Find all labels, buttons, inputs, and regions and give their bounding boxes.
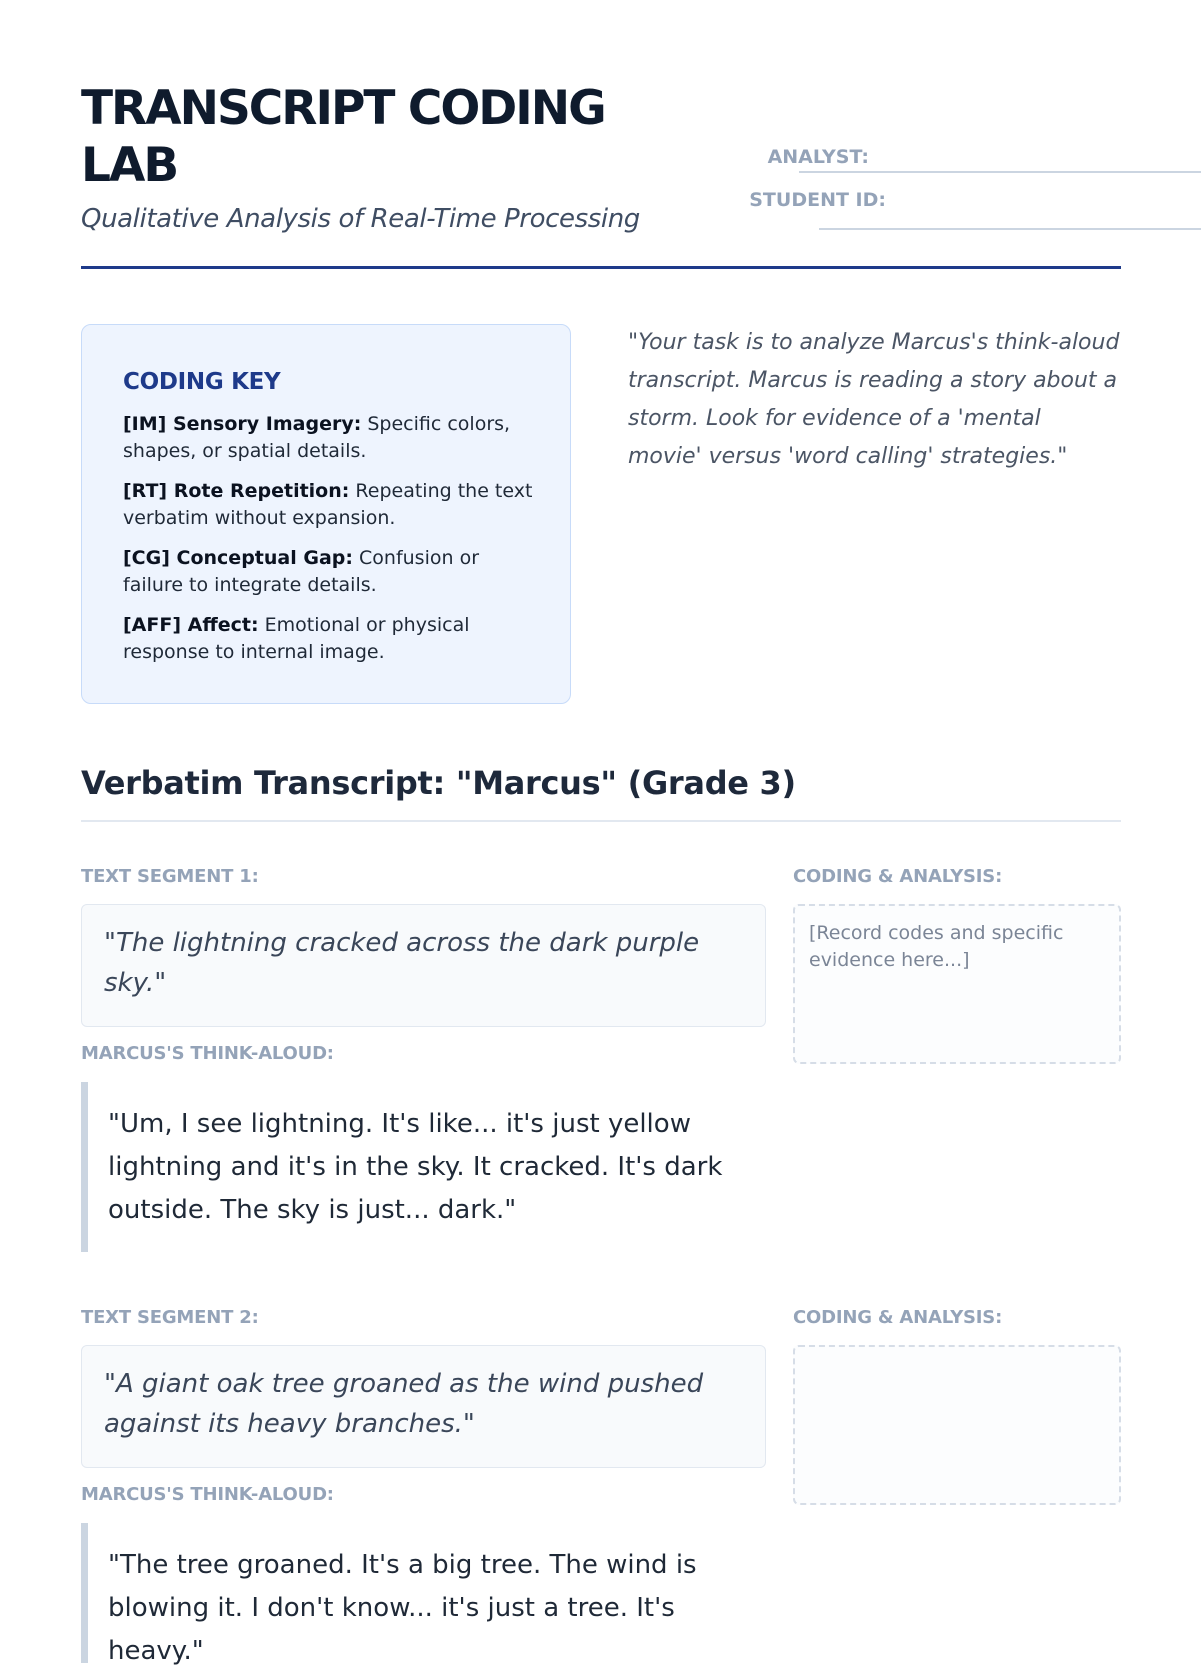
segment-2-think-aloud: "The tree groaned. It's a big tree. The wind is blowing it. I don't know... it's just a tree. It's heavy.": [81, 1523, 766, 1663]
analyst-field[interactable]: [799, 171, 1201, 173]
page-title: TRANSCRIPT CODING LAB: [81, 81, 605, 193]
segment-1-text: "The lightning cracked across the dark purple sky.": [81, 904, 766, 1027]
code-label: [AFF] Affect:: [123, 614, 259, 636]
header-divider: [81, 266, 1121, 269]
segment-1-think-aloud: "Um, I see lightning. It's like... it's just yellow lightning and it's in the sky. It cracked. It's dark outside. The sky is just... dark.": [81, 1082, 766, 1252]
code-description: Confusion or failure to integrate details.: [123, 547, 479, 596]
code-description: Emotional or physical response to internal image.: [123, 614, 470, 663]
code-label: [CG] Conceptual Gap:: [123, 547, 353, 569]
code-description: Specific colors, shapes, or spatial details.: [123, 413, 511, 462]
segment-2-text: "A giant oak tree groaned as the wind pushed against its heavy branches.": [81, 1345, 766, 1468]
page-subtitle: Qualitative Analysis of Real-Time Processing: [81, 204, 640, 234]
coding-key-title: CODING KEY: [123, 369, 281, 395]
coding-key-item-aff: [123, 612, 543, 666]
worksheet-page: [81, 0, 1121, 1666]
code-label: [IM] Sensory Imagery:: [123, 413, 362, 435]
analyst-label: ANALYST:: [767, 146, 869, 168]
segment-1-analysis-field[interactable]: [Record codes and specific evidence here...]: [793, 904, 1121, 1064]
segment-1-analysis-label: CODING & ANALYSIS:: [793, 866, 1003, 887]
segment-1-think-aloud-label: MARCUS'S THINK-ALOUD:: [81, 1043, 334, 1064]
coding-key-box: [81, 324, 571, 704]
segment-2-think-aloud-label: MARCUS'S THINK-ALOUD:: [81, 1484, 334, 1505]
code-description: Repeating the text verbatim without expansion.: [123, 480, 533, 529]
segment-2-analysis-label: CODING & ANALYSIS:: [793, 1307, 1003, 1328]
segment-2-analysis-field[interactable]: [793, 1345, 1121, 1505]
transcript-divider: [81, 820, 1121, 822]
student-id-label: STUDENT ID:: [749, 189, 886, 211]
coding-key-item-cg: [123, 545, 543, 599]
segment-1-label: TEXT SEGMENT 1:: [81, 866, 259, 887]
task-instructions: "Your task is to analyze Marcus's think-aloud transcript. Marcus is reading a story about a storm. Look for evidence of a 'mental movie' versus 'word calling' strategies.": [628, 330, 1120, 469]
coding-key-item-rt: [123, 478, 543, 532]
segment-2-label: TEXT SEGMENT 2:: [81, 1307, 259, 1328]
transcript-heading: Verbatim Transcript: "Marcus" (Grade 3): [81, 764, 796, 802]
code-label: [RT] Rote Repetition:: [123, 480, 350, 502]
student-id-field[interactable]: [819, 228, 1201, 230]
coding-key-item-im: [123, 411, 543, 465]
